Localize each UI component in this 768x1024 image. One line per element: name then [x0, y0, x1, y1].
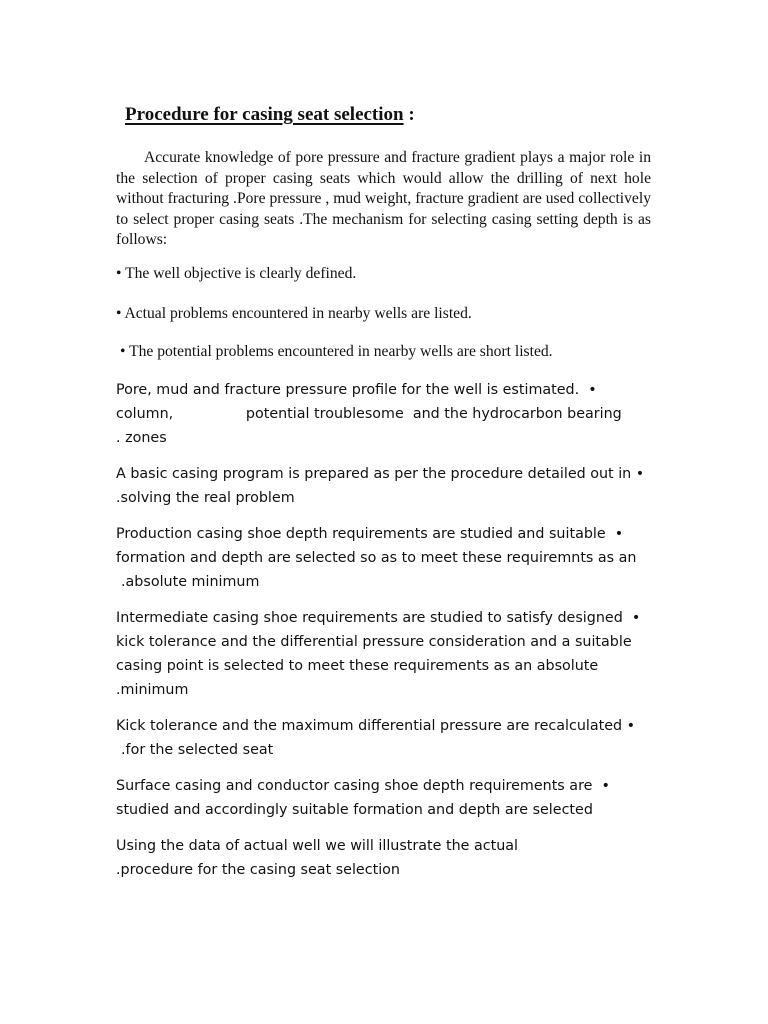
paragraph-line: A basic casing program is prepared as per the procedure detailed out in • [116, 466, 645, 482]
paragraph-line: .absolute minimum [121, 574, 260, 590]
paragraph-line: column, potential troublesome and the hydrocarbon bearing [116, 406, 622, 422]
paragraph-line: studied and accordingly suitable formation and depth are selected [116, 802, 593, 818]
intro-paragraph: Accurate knowledge of pore pressure and fracture gradient plays a major role in the selection of proper casing seats which would allow the drilling of next hole without fracturing .Pore pressure , mud weight, fracture gradient are used collectively to select proper casing seats .The mechanism for selecting casing setting depth is as follows: [116, 149, 651, 249]
paragraph-line: .solving the real problem [116, 490, 295, 506]
bullet-actual-problems: • Actual problems encountered in nearby wells are listed. [116, 305, 472, 322]
paragraph-line: .for the selected seat [121, 742, 274, 758]
paragraph-line: casing point is selected to meet these requirements as an absolute [116, 658, 599, 674]
paragraph-line: kick tolerance and the differential pressure consideration and a suitable [116, 634, 632, 650]
page-title [125, 104, 415, 126]
title-text: Procedure for casing seat selection [125, 104, 404, 125]
bullet-potential-problems: • The potential problems encountered in nearby wells are short listed. [120, 343, 553, 360]
bullet-well-objective: • The well objective is clearly defined. [116, 265, 357, 282]
paragraph-line: Production casing shoe depth requirements are studied and suitable • [116, 526, 624, 542]
paragraph-line: Pore, mud and fracture pressure profile for the well is estimated. • [116, 382, 597, 398]
paragraph-line: Kick tolerance and the maximum differential pressure are recalculated • [116, 718, 636, 734]
paragraph-line: . zones [116, 430, 167, 446]
paragraph-line: Surface casing and conductor casing shoe depth requirements are • [116, 778, 610, 794]
paragraph-line: .minimum [116, 682, 189, 698]
paragraph-line: Using the data of actual well we will illustrate the actual [116, 838, 519, 854]
paragraph-line: formation and depth are selected so as to meet these requiremnts as an [116, 550, 637, 566]
title-suffix: : [403, 104, 415, 125]
paragraph-line: Intermediate casing shoe requirements are studied to satisfy designed • [116, 610, 641, 626]
paragraph-line: .procedure for the casing seat selection [116, 862, 400, 878]
